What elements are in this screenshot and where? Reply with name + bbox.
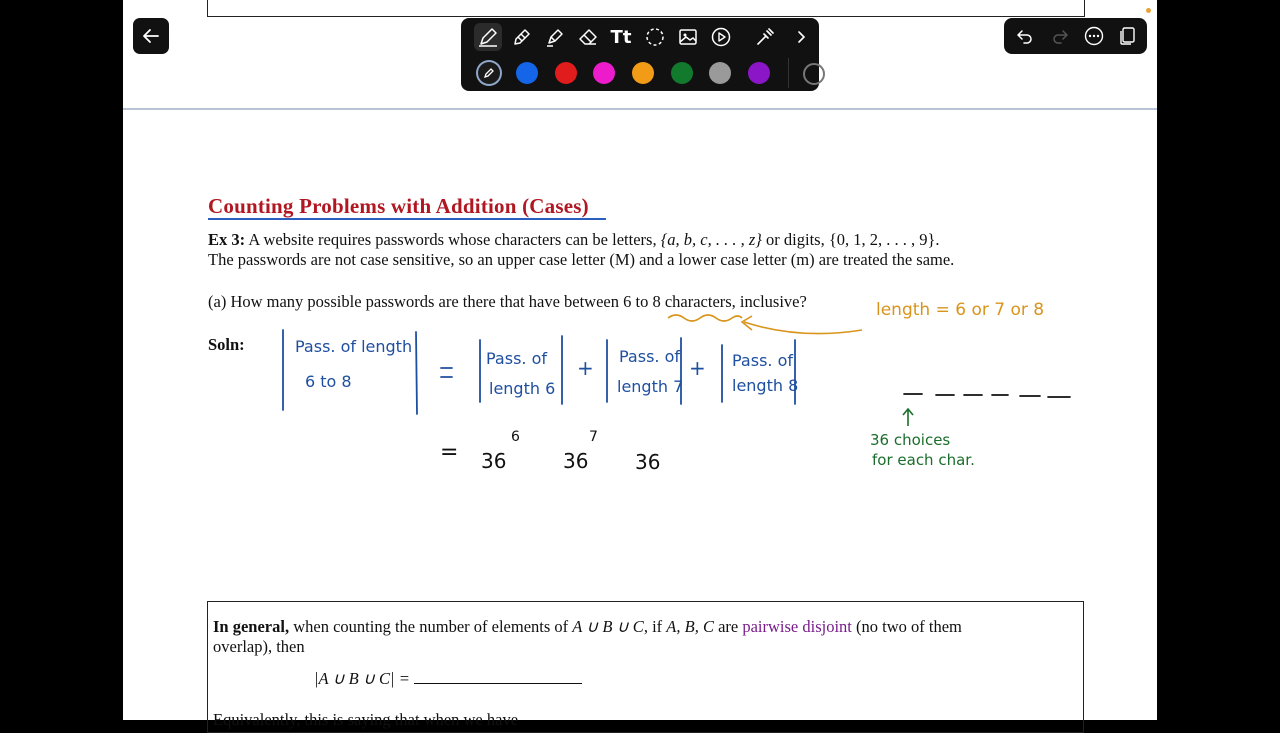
general-text-1: when counting the number of elements of [289,617,573,636]
solution-label: Soln: [208,335,245,354]
orange-length-note: length = 6 or 7 or 8 [876,300,1045,320]
general-line-2: overlap), then [213,637,305,656]
general-text-2: , if [643,617,667,636]
union-abc: A ∪ B ∪ C [572,617,644,636]
digits-set: {0, 1, 2, . . . , 9}. [828,230,940,249]
example-text: A website requires passwords whose characters can be letters, [248,230,661,249]
union-formula [314,669,582,689]
pow2-exponent: 7 [589,429,598,445]
pow1-exponent: 6 [511,429,520,445]
term2-line-1: Pass. of [619,347,680,366]
green-note-line-2: for each char. [872,451,975,469]
part-a-question: (a) How many possible passwords are there that have between 6 to 8 characters, inclusive? [208,292,807,311]
term1-line-2: length 6 [489,379,556,398]
example-line-2: The passwords are not case sensitive, so an upper case letter (M) and a lower case letter (m) are treated the same. [208,250,955,269]
abc-sets: A, B, C [666,617,714,636]
pow2-base: 36 [563,449,589,473]
or-digits-text: or digits, [761,230,829,249]
general-line-1 [213,617,962,637]
letters-set: {a, b, c, . . . , z} [660,230,762,249]
term2-line-2: length 7 [617,377,684,396]
six-blanks [904,394,1070,397]
green-note-line-1: 36 choices [870,431,951,449]
pairwise-disjoint-term: pairwise disjoint [742,617,852,636]
lhs-line-2: 6 to 8 [305,372,352,391]
term3-line-2: length 8 [732,376,799,395]
example-label: Ex 3: [208,230,246,249]
row2-equals: = [440,440,459,465]
general-text-3: are [713,617,743,636]
pow3-base: 36 [635,450,661,474]
plus-2: + [689,356,706,380]
section-title: Counting Problems with Addition (Cases) [208,194,589,218]
general-label: In general, [213,617,290,636]
general-text-4: (no two of them [851,617,962,636]
orange-squiggle [668,315,742,321]
orange-arrow [744,322,862,334]
general-cut-line: Equivalently, this is saying that when we have [213,710,519,729]
formula-lhs: |A ∪ B ∪ C| = [314,669,410,688]
pow1-base: 36 [481,449,507,473]
term1-line-1: Pass. of [486,349,547,368]
term3-line-1: Pass. of [732,351,793,370]
plus-1: + [577,356,594,380]
lhs-line-1: Pass. of length [295,337,413,356]
text-tool-label: Tt [610,26,632,48]
green-arrow [903,409,913,426]
formula-blank [414,669,582,684]
